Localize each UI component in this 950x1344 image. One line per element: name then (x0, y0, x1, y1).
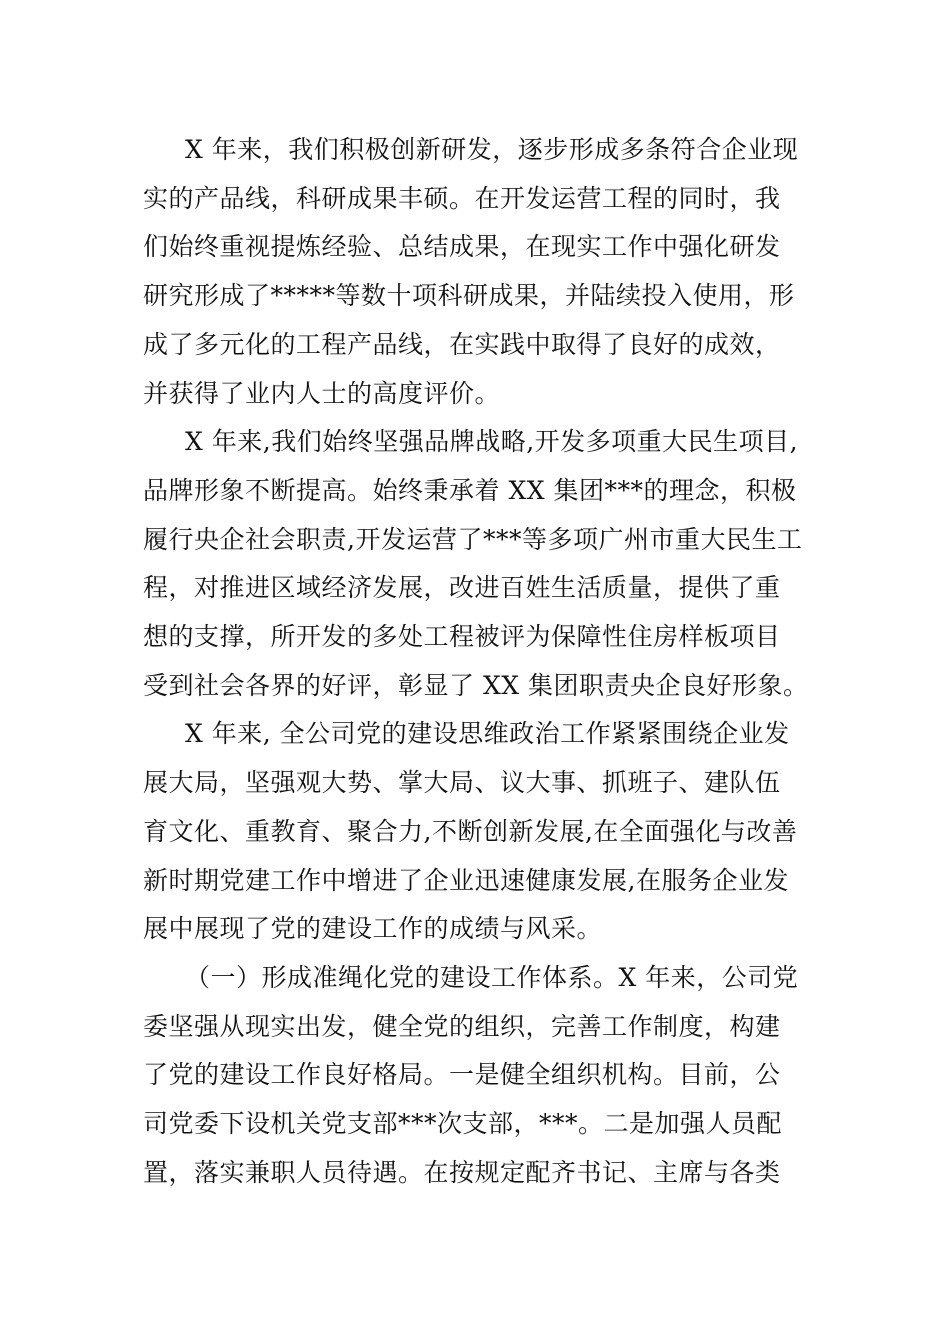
text-line: 委坚强从现实出发，健全党的组织，完善工作制度，构建 (143, 1011, 781, 1041)
text-line: 成了多元化的工程产品线，在实践中取得了良好的成效， (143, 329, 781, 359)
text-line: （一）形成准绳化党的建设工作体系。X 年来，公司党 (185, 962, 799, 992)
paragraph-4 (143, 954, 808, 1198)
paragraph-2 (143, 418, 808, 710)
text-line: 实的产品线，科研成果丰硕。在开发运营工程的同时，我 (143, 183, 781, 213)
text-line: 研究形成了*****等数十项科研成果，并陆续投入使用，形 (143, 281, 795, 311)
text-line: 新时期党建工作中增进了企业迅速健康发展,在服务企业发 (143, 865, 789, 895)
text-line: 展中展现了党的建设工作的成绩与风采。 (143, 914, 603, 944)
text-line: 展大局，坚强观大势、掌大局、议大事、抓班子、建队伍 (143, 768, 781, 798)
text-line: 了党的建设工作良好格局。一是健全组织机构。目前，公 (143, 1060, 781, 1090)
paragraph-1 (143, 126, 808, 418)
text-line: 受到社会各界的好评，彰显了 XX 集团职责央企良好形象。 (143, 670, 808, 700)
text-line: 们始终重视提炼经验、总结成果，在现实工作中强化研发 (143, 232, 781, 262)
document-body (143, 126, 808, 1197)
text-line: 育文化、重教育、聚合力,不断创新发展,在全面强化与改善 (143, 816, 798, 846)
paragraph-3 (143, 710, 808, 954)
text-line: X 年来，我们积极创新研发，逐步形成多条符合企业现 (185, 135, 799, 164)
text-line: 程，对推进区域经济发展，改进百姓生活质量，提供了重 (143, 573, 781, 603)
text-line: 置，落实兼职人员待遇。在按规定配齐书记、主席与各类 (143, 1157, 781, 1187)
text-line: 司党委下设机关党支部***次支部，***。二是加强人员配 (143, 1109, 783, 1139)
text-line: 品牌形象不断提高。始终秉承着 XX 集团***的理念，积极 (143, 475, 797, 505)
text-line: X 年来, 全公司党的建设思维政治工作紧紧围绕企业发 (185, 719, 790, 749)
text-line: 想的支撑，所开发的多处工程被评为保障性住房样板项目 (143, 622, 781, 652)
text-line: 履行央企社会职责,开发运营了***等多项广州市重大民生工 (143, 524, 803, 554)
text-line: 并获得了业内人士的高度评价。 (143, 378, 501, 408)
text-line: X 年来,我们始终坚强品牌战略,开发多项重大民生项目, (185, 427, 799, 457)
